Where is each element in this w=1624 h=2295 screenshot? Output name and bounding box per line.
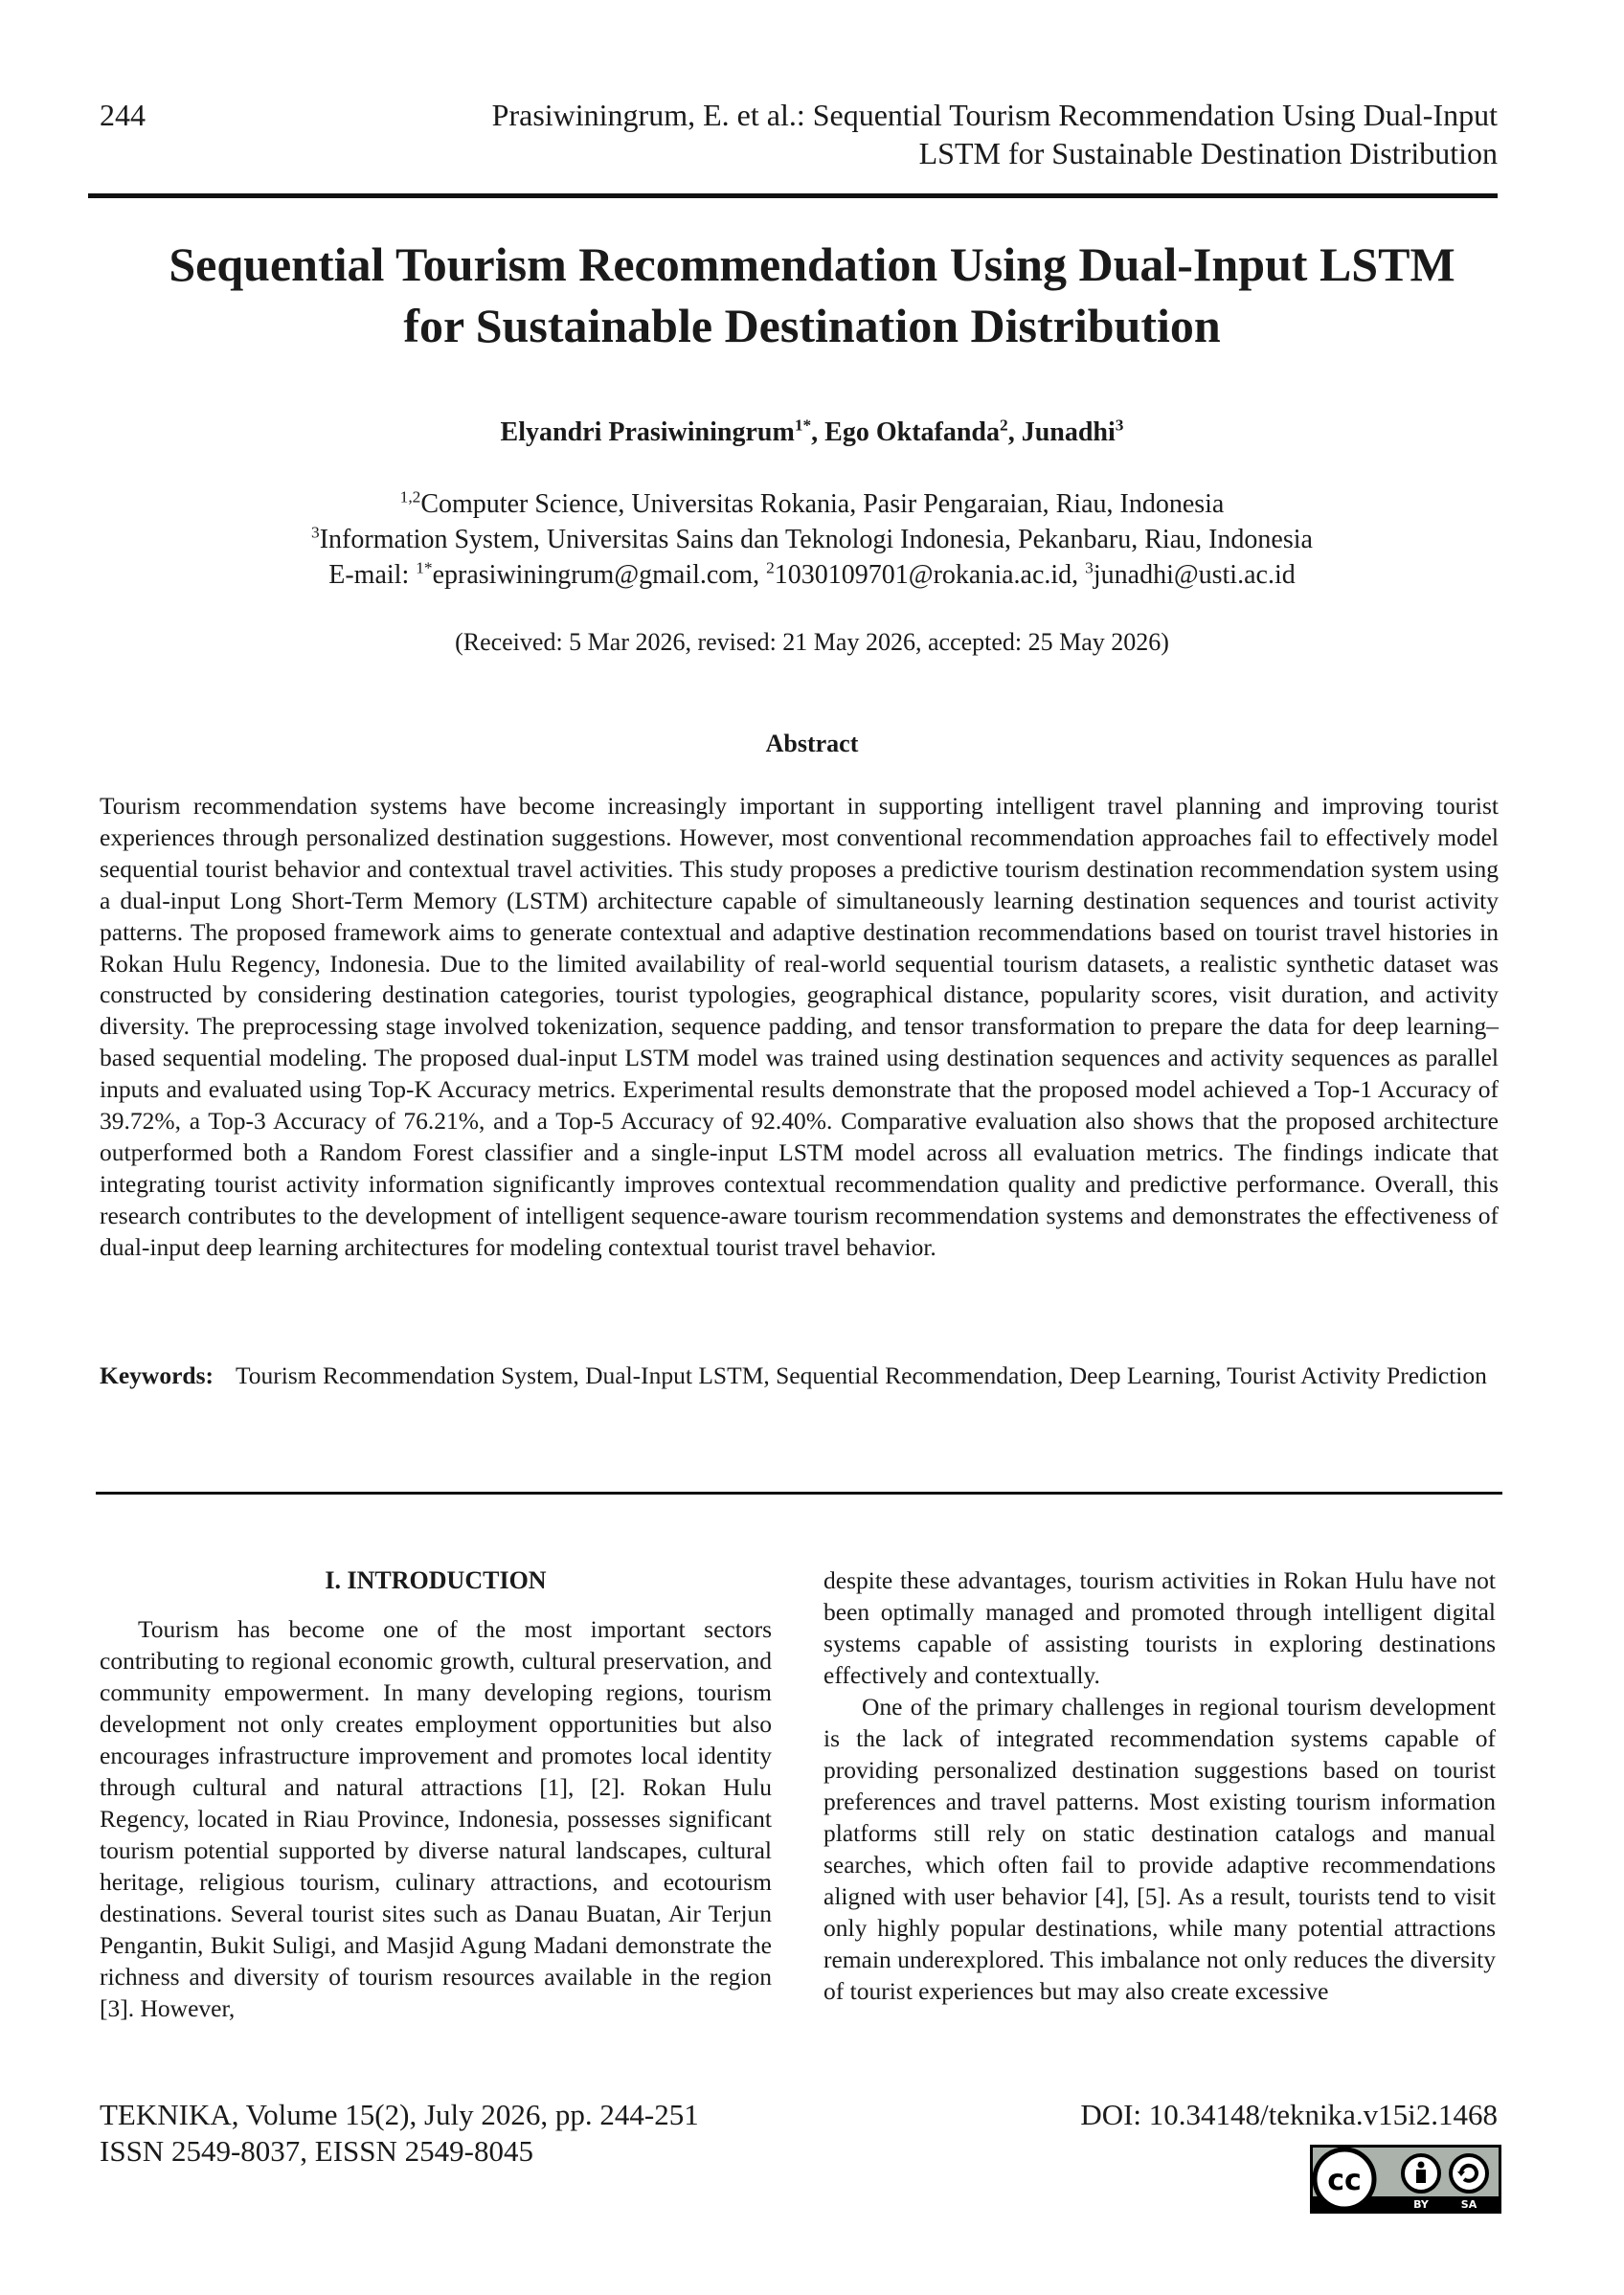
keywords — [100, 1360, 1499, 1391]
section-heading-introduction: I. INTRODUCTION — [325, 1566, 547, 1594]
abstract-heading: Abstract — [765, 730, 859, 757]
running-header — [349, 96, 1498, 172]
author-superscript: 1* — [794, 416, 812, 435]
paragraph: despite these advantages, tourism activities in Rokan Hulu have not been optimally managed and promoted through intelligent digital systems capable of assisting tourists in exploring destinations effectively and contextually. — [823, 1566, 1496, 1689]
section-divider — [96, 1492, 1502, 1495]
received-dates: (Received: 5 Mar 2026, revised: 21 May 2026, accepted: 25 May 2026) — [455, 628, 1169, 656]
paragraph: Tourism has become one of the most important sectors contributing to regional economic growth, cultural preservation, and community empowerment. In many developing regions, tourism development not only creates employment opportunities but also encourages infrastructure improvement and promotes local identity through cultural and natural attractions [1], [2]. Rokan Hulu Regency, located in Riau Province, Indonesia, possesses significant tourism potential supported by diverse natural landscapes, cultural heritage, religious tourism, culinary attractions, and ecotourism destinations. Several tourist sites such as Danau Buatan, Air Terjun Pengantin, Bukit Suligi, and Masjid Agung Madani demonstrate the richness and diversity of tourism resources available in the region [3]. However, — [100, 1615, 772, 2022]
running-header-line1: Prasiwiningrum, E. et al.: Sequential Tourism Recommendation Using Dual-Input — [491, 98, 1498, 132]
author-superscript: 3 — [1115, 416, 1124, 435]
affiliation-line: $^3$Information System, Universitas Sains dan Teknologi Indonesia, Pekanbaru, Riau, Indonesia — [311, 523, 1313, 554]
header-divider — [88, 193, 1498, 198]
running-header-line2: LSTM for Sustainable Destination Distribution — [918, 136, 1498, 170]
footer-issn: ISSN 2549-8037, EISSN 2549-8045 — [100, 2134, 533, 2168]
author-superscript: 2 — [1000, 416, 1008, 435]
column-left — [100, 1564, 772, 2024]
affiliations — [96, 486, 1528, 593]
email-link[interactable]: junadhi@usti.ac.id — [1093, 560, 1296, 590]
footer-journal: TEKNIKA, Volume 15(2), July 2026, pp. 244-251 — [100, 2098, 699, 2131]
email-link[interactable]: eprasiwiningrum@gmail.com, — [432, 560, 767, 590]
keywords-text: Tourism Recommendation System, Dual-Input LSTM, Sequential Recommendation, Deep Learning, Tourist Activity Prediction — [236, 1361, 1487, 1389]
author-list: Elyandri Prasiwiningrum$^{1*}$, Ego Oktafanda$^2$, Junadhi$^3$ — [500, 416, 1124, 447]
keywords-label: Keywords: — [100, 1361, 214, 1389]
cc-license-text: cc — [1327, 2164, 1362, 2197]
page-number: 244 — [100, 98, 146, 132]
paragraph: One of the primary challenges in regional tourism development is the lack of integrated recommendation systems capable of providing personalized destination suggestions based on tourist preferences and travel patterns. Most existing tourism information platforms still rely on static destination catalogs and manual searches, which often fail to provide adaptive recommendations aligned with user behavior [4], [5]. As a result, tourists tend to visit only highly popular destinations, while many potential attractions remain underexplored. This imbalance not only reduces the diversity of tourist experiences but may also create excessive — [823, 1693, 1496, 2005]
abstract-text: Tourism recommendation systems have become increasingly important in supporting intelligent travel planning and improving tourist experiences through personalized destination suggestions. However, most conventional recommendation approaches fail to effectively model sequential tourist behavior and contextual travel activities. This study proposes a predictive tourism destination recommendation system using a dual-input Long Short-Term Memory (LSTM) architecture capable of simultaneously learning destination sequences and tourist activity patterns. The proposed framework aims to generate contextual and adaptive destination recommendations based on tourist travel histories in Rokan Hulu Regency, Indonesia. Due to the limited availability of real-world sequential tourism datasets, a realistic synthetic dataset was constructed by considering destination categories, tourist typologies, geographical distance, popularity scores, visit duration, and activity diversity. The preprocessing stage involved tokenization, sequence padding, and tensor transformation to prepare the data for deep learning–based sequential modeling. The proposed dual-input LSTM model was trained using destination sequences and activity sequences as parallel inputs and evaluated using Top-K Accuracy metrics. Experimental results demonstrate that the proposed model achieved a Top-1 Accuracy of 39.72%, a Top-3 Accuracy of 76.21%, and a Top-5 Accuracy of 92.40%. Comparative evaluation also shows that the proposed architecture outperformed both a Random Forest classifier and a single-input LSTM model across all evaluation metrics. The findings indicate that integrating tourist activity information significantly improves contextual recommendation quality and predictive performance. Overall, this research contributes to the development of intelligent sequence-aware tourism recommendation systems and demonstrates the effectiveness of dual-input deep learning architectures for modeling contextual tourist travel behavior. — [100, 792, 1499, 1261]
license-by-label: BY — [1413, 2198, 1429, 2211]
paper-title-line2: for Sustainable Destination Distribution — [403, 299, 1221, 352]
footer-doi[interactable]: DOI: 10.34148/teknika.v15i2.1468 — [1080, 2098, 1498, 2131]
column-right — [823, 1564, 1496, 2007]
author-name: Ego Oktafanda — [824, 417, 1000, 447]
footer-citation — [100, 2097, 699, 2170]
license-sa-label: SA — [1460, 2198, 1477, 2211]
paper-title — [96, 234, 1528, 356]
author-name: Junadhi — [1021, 417, 1116, 447]
affiliation-line: $^{1,2}$Computer Science, Universitas Rokania, Pasir Pengaraian, Riau, Indonesia — [399, 487, 1225, 519]
author-name: Elyandri Prasiwiningrum — [500, 417, 795, 447]
cc-by-sa-license-icon[interactable] — [1310, 2145, 1501, 2214]
paper-title-line1: Sequential Tourism Recommendation Using Dual-Input LSTM — [169, 237, 1455, 291]
email-link[interactable]: 1030109701@rokania.ac.id, — [774, 560, 1086, 590]
email-line: E-mail: $^{1*}$eprasiwiningrum@gmail.com, $^2$1030109701@rokania.ac.id, $^3$junadhi@usti.ac.id — [328, 558, 1296, 590]
